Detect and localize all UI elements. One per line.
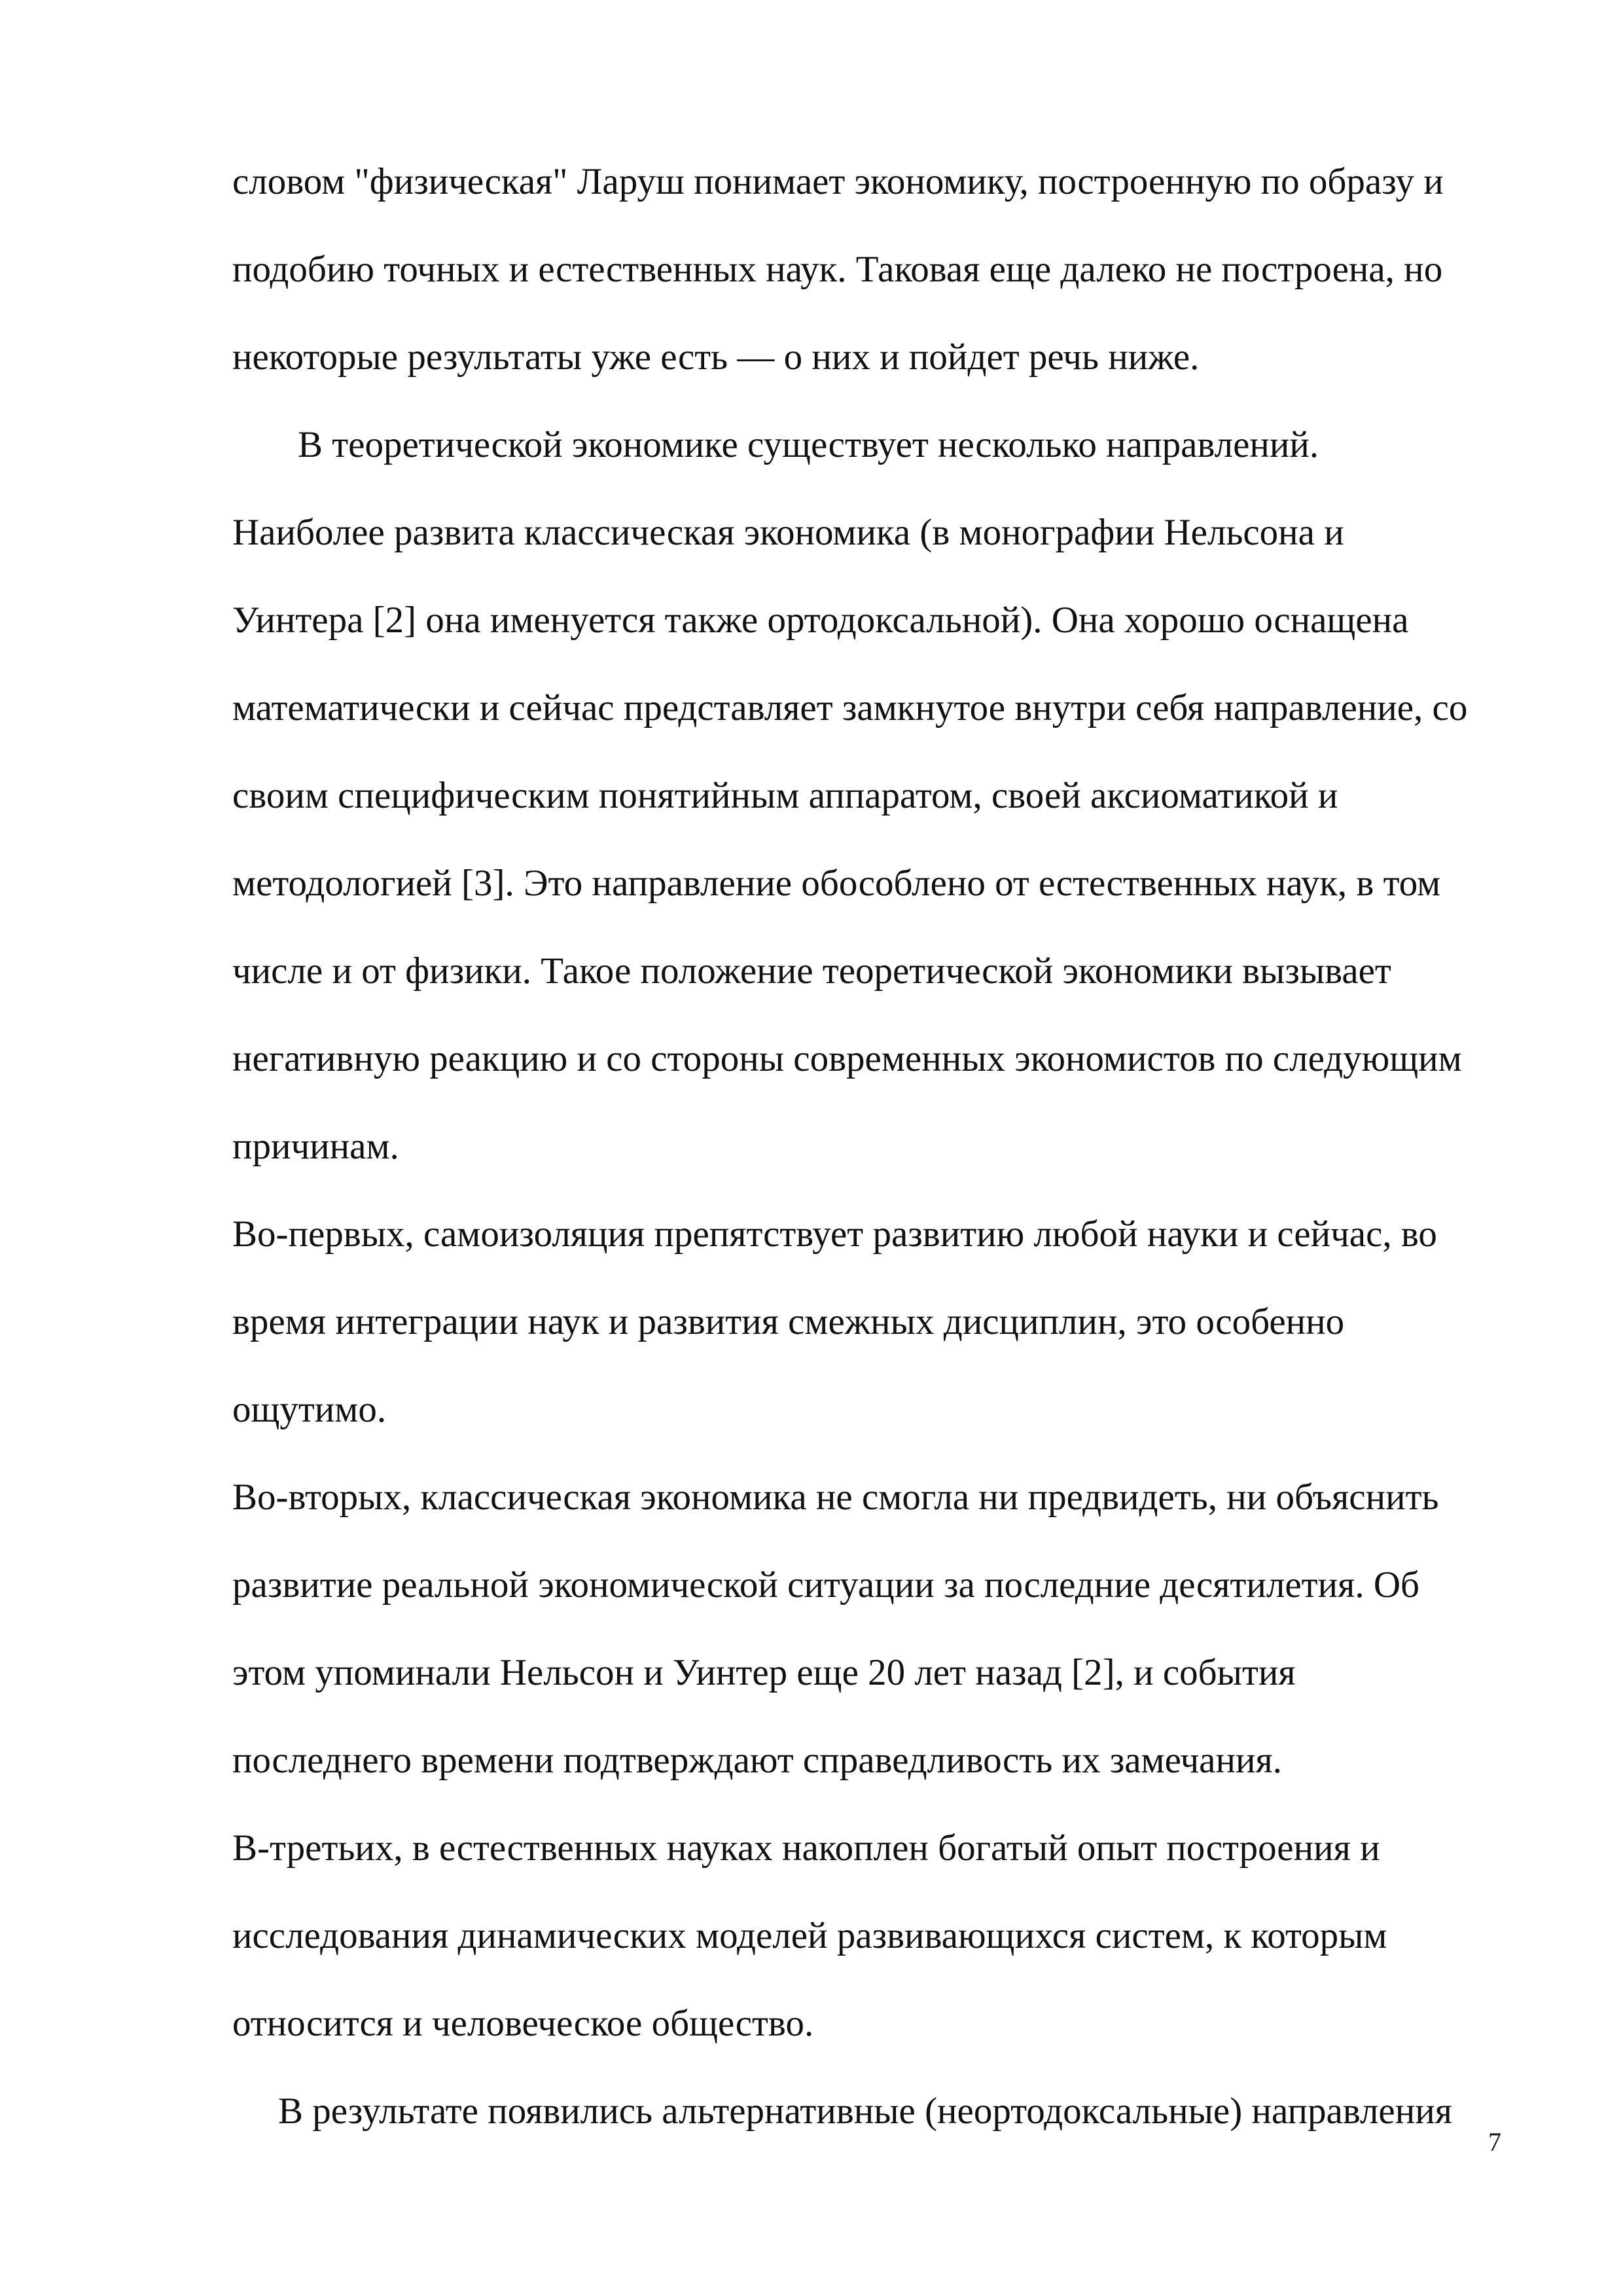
- text-line-8: своим специфическим понятийным аппаратом, своей аксиоматикой и: [232, 775, 1338, 816]
- text-line-14: время интеграции наук и развития смежных дисциплин, это особенно: [232, 1301, 1345, 1342]
- text-line-20: В-третьих, в естественных науках накоплен богатый опыт построения и: [232, 1827, 1380, 1869]
- text-line-16: Во-вторых, классическая экономика не смогла ни предвидеть, ни объяснить: [232, 1477, 1439, 1518]
- text-line-10: числе и от физики. Такое положение теоретической экономики вызывает: [232, 950, 1391, 992]
- text-line-2: подобию точных и естественных наук. Таковая еще далеко не построена, но: [232, 249, 1443, 290]
- text-line-13: Во-первых, самоизоляция препятствует развитию любой науки и сейчас, во: [232, 1213, 1437, 1255]
- text-line-12: причинам.: [232, 1126, 399, 1167]
- text-line-3: некоторые результаты уже есть — о них и пойдет речь ниже.: [232, 336, 1200, 378]
- text-line-22: относится и человеческое общество.: [232, 2003, 814, 2044]
- text-line-1: словом "физическая" Ларуш понимает экономику, построенную по образу и: [232, 161, 1444, 202]
- text-line-5: Наиболее развита классическая экономика (в монографии Нельсона и: [232, 512, 1344, 553]
- text-line-6: Уинтера [2] она именуется также ортодоксальной). Она хорошо оснащена: [232, 600, 1409, 641]
- text-line-17: развитие реальной экономической ситуации за последние десятилетия. Об: [232, 1564, 1419, 1605]
- text-line-4: В теоретической экономике существует несколько направлений.: [298, 424, 1319, 465]
- text-line-21: исследования динамических моделей развивающихся систем, к которым: [232, 1915, 1387, 1956]
- text-line-19: последнего времени подтверждают справедливость их замечания.: [232, 1740, 1282, 1781]
- text-line-23: В результате появились альтернативные (неортодоксальные) направления: [278, 2090, 1452, 2132]
- text-line-7: математически и сейчас представляет замкнутое внутри себя направление, со: [232, 687, 1468, 728]
- text-line-9: методологией [3]. Это направление обособлено от естественных наук, в том: [232, 863, 1441, 904]
- text-line-18: этом упоминали Нельсон и Уинтер еще 20 лет назад [2], и события: [232, 1652, 1296, 1693]
- text-line-15: ощутимо.: [232, 1389, 387, 1430]
- page-number: 7: [1488, 2127, 1501, 2157]
- text-line-11: негативную реакцию и со стороны современных экономистов по следующим: [232, 1038, 1462, 1079]
